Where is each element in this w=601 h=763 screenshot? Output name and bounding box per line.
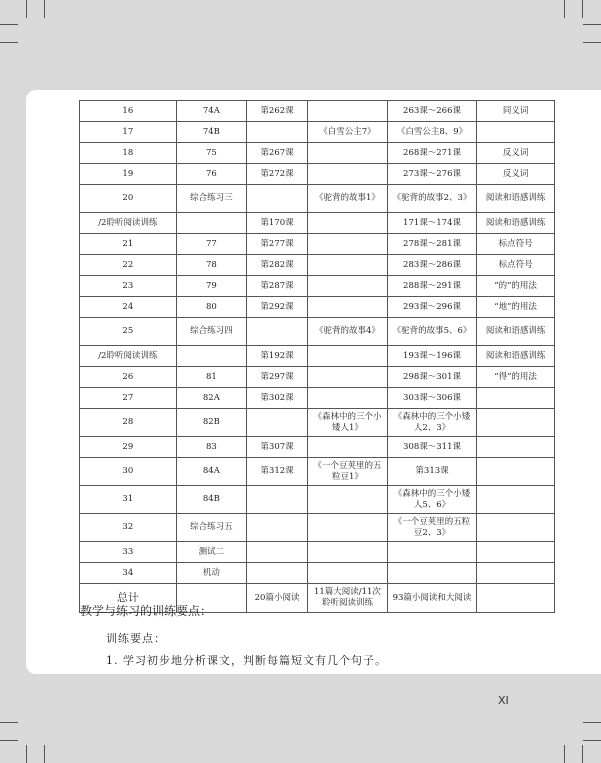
table-cell-c4 <box>308 255 388 276</box>
table-cell-c1: 16 <box>80 101 177 122</box>
table-row <box>80 185 555 213</box>
table-cell-c5: 278课～281课 <box>387 234 476 255</box>
table-cell-c5: 《驼背的故事2、3》 <box>387 185 476 213</box>
table-cell-c1: 30 <box>80 458 177 486</box>
table-row <box>80 388 555 409</box>
table-cell-c1: 32 <box>80 514 177 542</box>
table-cell-c3 <box>247 542 308 563</box>
table-cell-c1: 23 <box>80 276 177 297</box>
table-row <box>80 164 555 185</box>
table-cell-c6 <box>477 458 555 486</box>
table-cell-c4 <box>308 213 388 234</box>
table-cell-c6: “地”的用法 <box>477 297 555 318</box>
table-cell-c4: 《一个豆荚里的五粒豆1》 <box>308 458 388 486</box>
table-cell-c3: 第272课 <box>247 164 308 185</box>
crop-mark <box>564 745 565 763</box>
table-row <box>80 122 555 143</box>
table-cell-c3: 第282课 <box>247 255 308 276</box>
table-cell-c3 <box>247 514 308 542</box>
table-cell-c1: 18 <box>80 143 177 164</box>
table-cell-c6: 反义词 <box>477 143 555 164</box>
table-cell-c4 <box>308 164 388 185</box>
total-cell-c5: 93篇小阅读和大阅读 <box>387 584 476 613</box>
table-cell-c6 <box>477 542 555 563</box>
page-panel <box>26 90 601 674</box>
total-cell-c1: 总计 <box>80 584 177 613</box>
table-cell-c3: 第287课 <box>247 276 308 297</box>
table-cell-c1: 21 <box>80 234 177 255</box>
table-cell-c2: 82A <box>176 388 246 409</box>
table-cell-c5: 283课～286课 <box>387 255 476 276</box>
table-row <box>80 346 555 367</box>
table-cell-c6: 同义词 <box>477 101 555 122</box>
table-cell-c5: 193课～196课 <box>387 346 476 367</box>
table-cell-c6 <box>477 514 555 542</box>
table-cell-c3: 第192课 <box>247 346 308 367</box>
table-cell-c3 <box>247 409 308 437</box>
table-cell-c2: 81 <box>176 367 246 388</box>
section-heading: 教学与练习的训练要点： <box>80 604 213 618</box>
table-cell-c5: 298课～301课 <box>387 367 476 388</box>
table-cell-c3: 第297课 <box>247 367 308 388</box>
table-cell-c4 <box>308 234 388 255</box>
table-row <box>80 458 555 486</box>
table-cell-c6: 阅读和语感训练 <box>477 213 555 234</box>
subheading: 训练要点： <box>106 632 166 645</box>
table-cell-c5: 263课～266课 <box>387 101 476 122</box>
table-cell-c2: 84A <box>176 458 246 486</box>
table-cell-c1: 34 <box>80 563 177 584</box>
table-cell-c5: 303课～306课 <box>387 388 476 409</box>
table-cell-c5 <box>387 542 476 563</box>
table-cell-c1: 29 <box>80 437 177 458</box>
table-cell-c3 <box>247 563 308 584</box>
table-cell-c5: 《白雪公主8、9》 <box>387 122 476 143</box>
table-cell-c4 <box>308 276 388 297</box>
crop-mark <box>26 745 27 763</box>
table-cell-c5: 《森林中的三个小矮人2、3》 <box>387 409 476 437</box>
table-cell-c6 <box>477 486 555 514</box>
table-row <box>80 297 555 318</box>
table-cell-c3 <box>247 185 308 213</box>
table-cell-c6 <box>477 122 555 143</box>
table-cell-c4: 《驼背的故事1》 <box>308 185 388 213</box>
table-cell-c4: 《白雪公主7》 <box>308 122 388 143</box>
table-cell-c4 <box>308 486 388 514</box>
schedule-table <box>79 100 555 613</box>
table-cell-c4 <box>308 542 388 563</box>
crop-mark <box>0 740 18 741</box>
table-cell-c4: 《森林中的三个小矮人1》 <box>308 409 388 437</box>
table-cell-c1: 33 <box>80 542 177 563</box>
crop-mark <box>0 722 18 723</box>
table-cell-c5: 《森林中的三个小矮人5、6》 <box>387 486 476 514</box>
table-cell-c3: 第292课 <box>247 297 308 318</box>
table-row <box>80 514 555 542</box>
table-cell-c2 <box>176 346 246 367</box>
table-cell-c1: 17 <box>80 122 177 143</box>
crop-mark <box>583 740 601 741</box>
table-cell-c6 <box>477 563 555 584</box>
table-cell-c3: 第262课 <box>247 101 308 122</box>
table-cell-c4 <box>308 563 388 584</box>
training-point-1: 1. 学习初步地分析课文，判断每篇短文有几个句子。 <box>106 654 387 667</box>
table-cell-c5: 171课～174课 <box>387 213 476 234</box>
table-row <box>80 213 555 234</box>
table-cell-c1: /2聆听阅读训练 <box>80 213 177 234</box>
crop-mark <box>583 24 601 25</box>
table-cell-c4 <box>308 514 388 542</box>
crop-mark <box>583 42 601 43</box>
table-cell-c4 <box>308 101 388 122</box>
table-cell-c4 <box>308 388 388 409</box>
table-cell-c1: 25 <box>80 318 177 346</box>
table-cell-c2: 75 <box>176 143 246 164</box>
crop-mark <box>582 745 583 763</box>
table-cell-c2: 80 <box>176 297 246 318</box>
table-row <box>80 367 555 388</box>
table-row <box>80 234 555 255</box>
table-cell-c6: “得”的用法 <box>477 367 555 388</box>
table-cell-c5: 268课～271课 <box>387 143 476 164</box>
table-row <box>80 318 555 346</box>
crop-mark <box>44 0 45 18</box>
crop-mark <box>564 0 565 18</box>
table-row <box>80 437 555 458</box>
table-cell-c4 <box>308 437 388 458</box>
table-row <box>80 563 555 584</box>
table-cell-c1: 19 <box>80 164 177 185</box>
table-cell-c2: 77 <box>176 234 246 255</box>
table-cell-c2: 综合练习四 <box>176 318 246 346</box>
table-cell-c2: 78 <box>176 255 246 276</box>
table-cell-c2: 76 <box>176 164 246 185</box>
table-cell-c6: 阅读和语感训练 <box>477 346 555 367</box>
table-cell-c1: 27 <box>80 388 177 409</box>
table-cell-c3: 第170课 <box>247 213 308 234</box>
total-cell-c6 <box>477 584 555 613</box>
table-cell-c6: 阅读和语感训练 <box>477 318 555 346</box>
table-cell-c6: 阅读和语感训练 <box>477 185 555 213</box>
table-cell-c6 <box>477 437 555 458</box>
table-cell-c1: 20 <box>80 185 177 213</box>
page-number: XI <box>498 694 509 707</box>
table-cell-c5: 第313课 <box>387 458 476 486</box>
table-cell-c1: /2聆听阅读训练 <box>80 346 177 367</box>
crop-mark <box>582 0 583 18</box>
crop-mark <box>583 722 601 723</box>
table-cell-c3 <box>247 318 308 346</box>
table-row <box>80 255 555 276</box>
table-cell-c1: 31 <box>80 486 177 514</box>
table-cell-c3: 第267课 <box>247 143 308 164</box>
table-cell-c2: 79 <box>176 276 246 297</box>
table-cell-c5: 308课～311课 <box>387 437 476 458</box>
table-cell-c5: 273课～276课 <box>387 164 476 185</box>
table-cell-c1: 26 <box>80 367 177 388</box>
table-cell-c6: 标点符号 <box>477 255 555 276</box>
total-cell-c3: 20篇小阅读 <box>247 584 308 613</box>
table-cell-c6 <box>477 388 555 409</box>
table-cell-c5 <box>387 563 476 584</box>
table-row <box>80 101 555 122</box>
table-row <box>80 542 555 563</box>
table-cell-c4 <box>308 297 388 318</box>
table-cell-c4 <box>308 346 388 367</box>
table-row <box>80 143 555 164</box>
table-cell-c2: 综合练习三 <box>176 185 246 213</box>
table-cell-c4 <box>308 367 388 388</box>
table-cell-c5: 《驼背的故事5、6》 <box>387 318 476 346</box>
table-cell-c2: 综合练习五 <box>176 514 246 542</box>
table-cell-c6: 反义词 <box>477 164 555 185</box>
table-cell-c6 <box>477 409 555 437</box>
table-cell-c2: 74A <box>176 101 246 122</box>
crop-mark <box>26 0 27 18</box>
crop-mark <box>0 42 18 43</box>
table-cell-c2: 82B <box>176 409 246 437</box>
table-cell-c2: 84B <box>176 486 246 514</box>
crop-mark <box>44 745 45 763</box>
table-cell-c6: 标点符号 <box>477 234 555 255</box>
table-cell-c2: 机动 <box>176 563 246 584</box>
table-cell-c3: 第307课 <box>247 437 308 458</box>
table-body <box>80 101 555 613</box>
table-cell-c4: 《驼背的故事4》 <box>308 318 388 346</box>
table-cell-c2: 测试二 <box>176 542 246 563</box>
table-row <box>80 486 555 514</box>
table-cell-c2 <box>176 213 246 234</box>
table-cell-c1: 28 <box>80 409 177 437</box>
table-cell-c1: 22 <box>80 255 177 276</box>
table-cell-c5: 293课～296课 <box>387 297 476 318</box>
table-cell-c3 <box>247 486 308 514</box>
table-cell-c4 <box>308 143 388 164</box>
table-cell-c3: 第312课 <box>247 458 308 486</box>
table-row <box>80 409 555 437</box>
table-cell-c3: 第302课 <box>247 388 308 409</box>
table-cell-c2: 83 <box>176 437 246 458</box>
table-cell-c3: 第277课 <box>247 234 308 255</box>
total-cell-c4: 11篇大阅读/11次聆听阅读训练 <box>308 584 388 613</box>
crop-mark <box>0 24 18 25</box>
table-cell-c1: 24 <box>80 297 177 318</box>
table-cell-c5: 288课～291课 <box>387 276 476 297</box>
table-cell-c3 <box>247 122 308 143</box>
table-cell-c6: “的”的用法 <box>477 276 555 297</box>
table-cell-c2: 74B <box>176 122 246 143</box>
table-cell-c5: 《一个豆荚里的五粒豆2、3》 <box>387 514 476 542</box>
table-row <box>80 276 555 297</box>
